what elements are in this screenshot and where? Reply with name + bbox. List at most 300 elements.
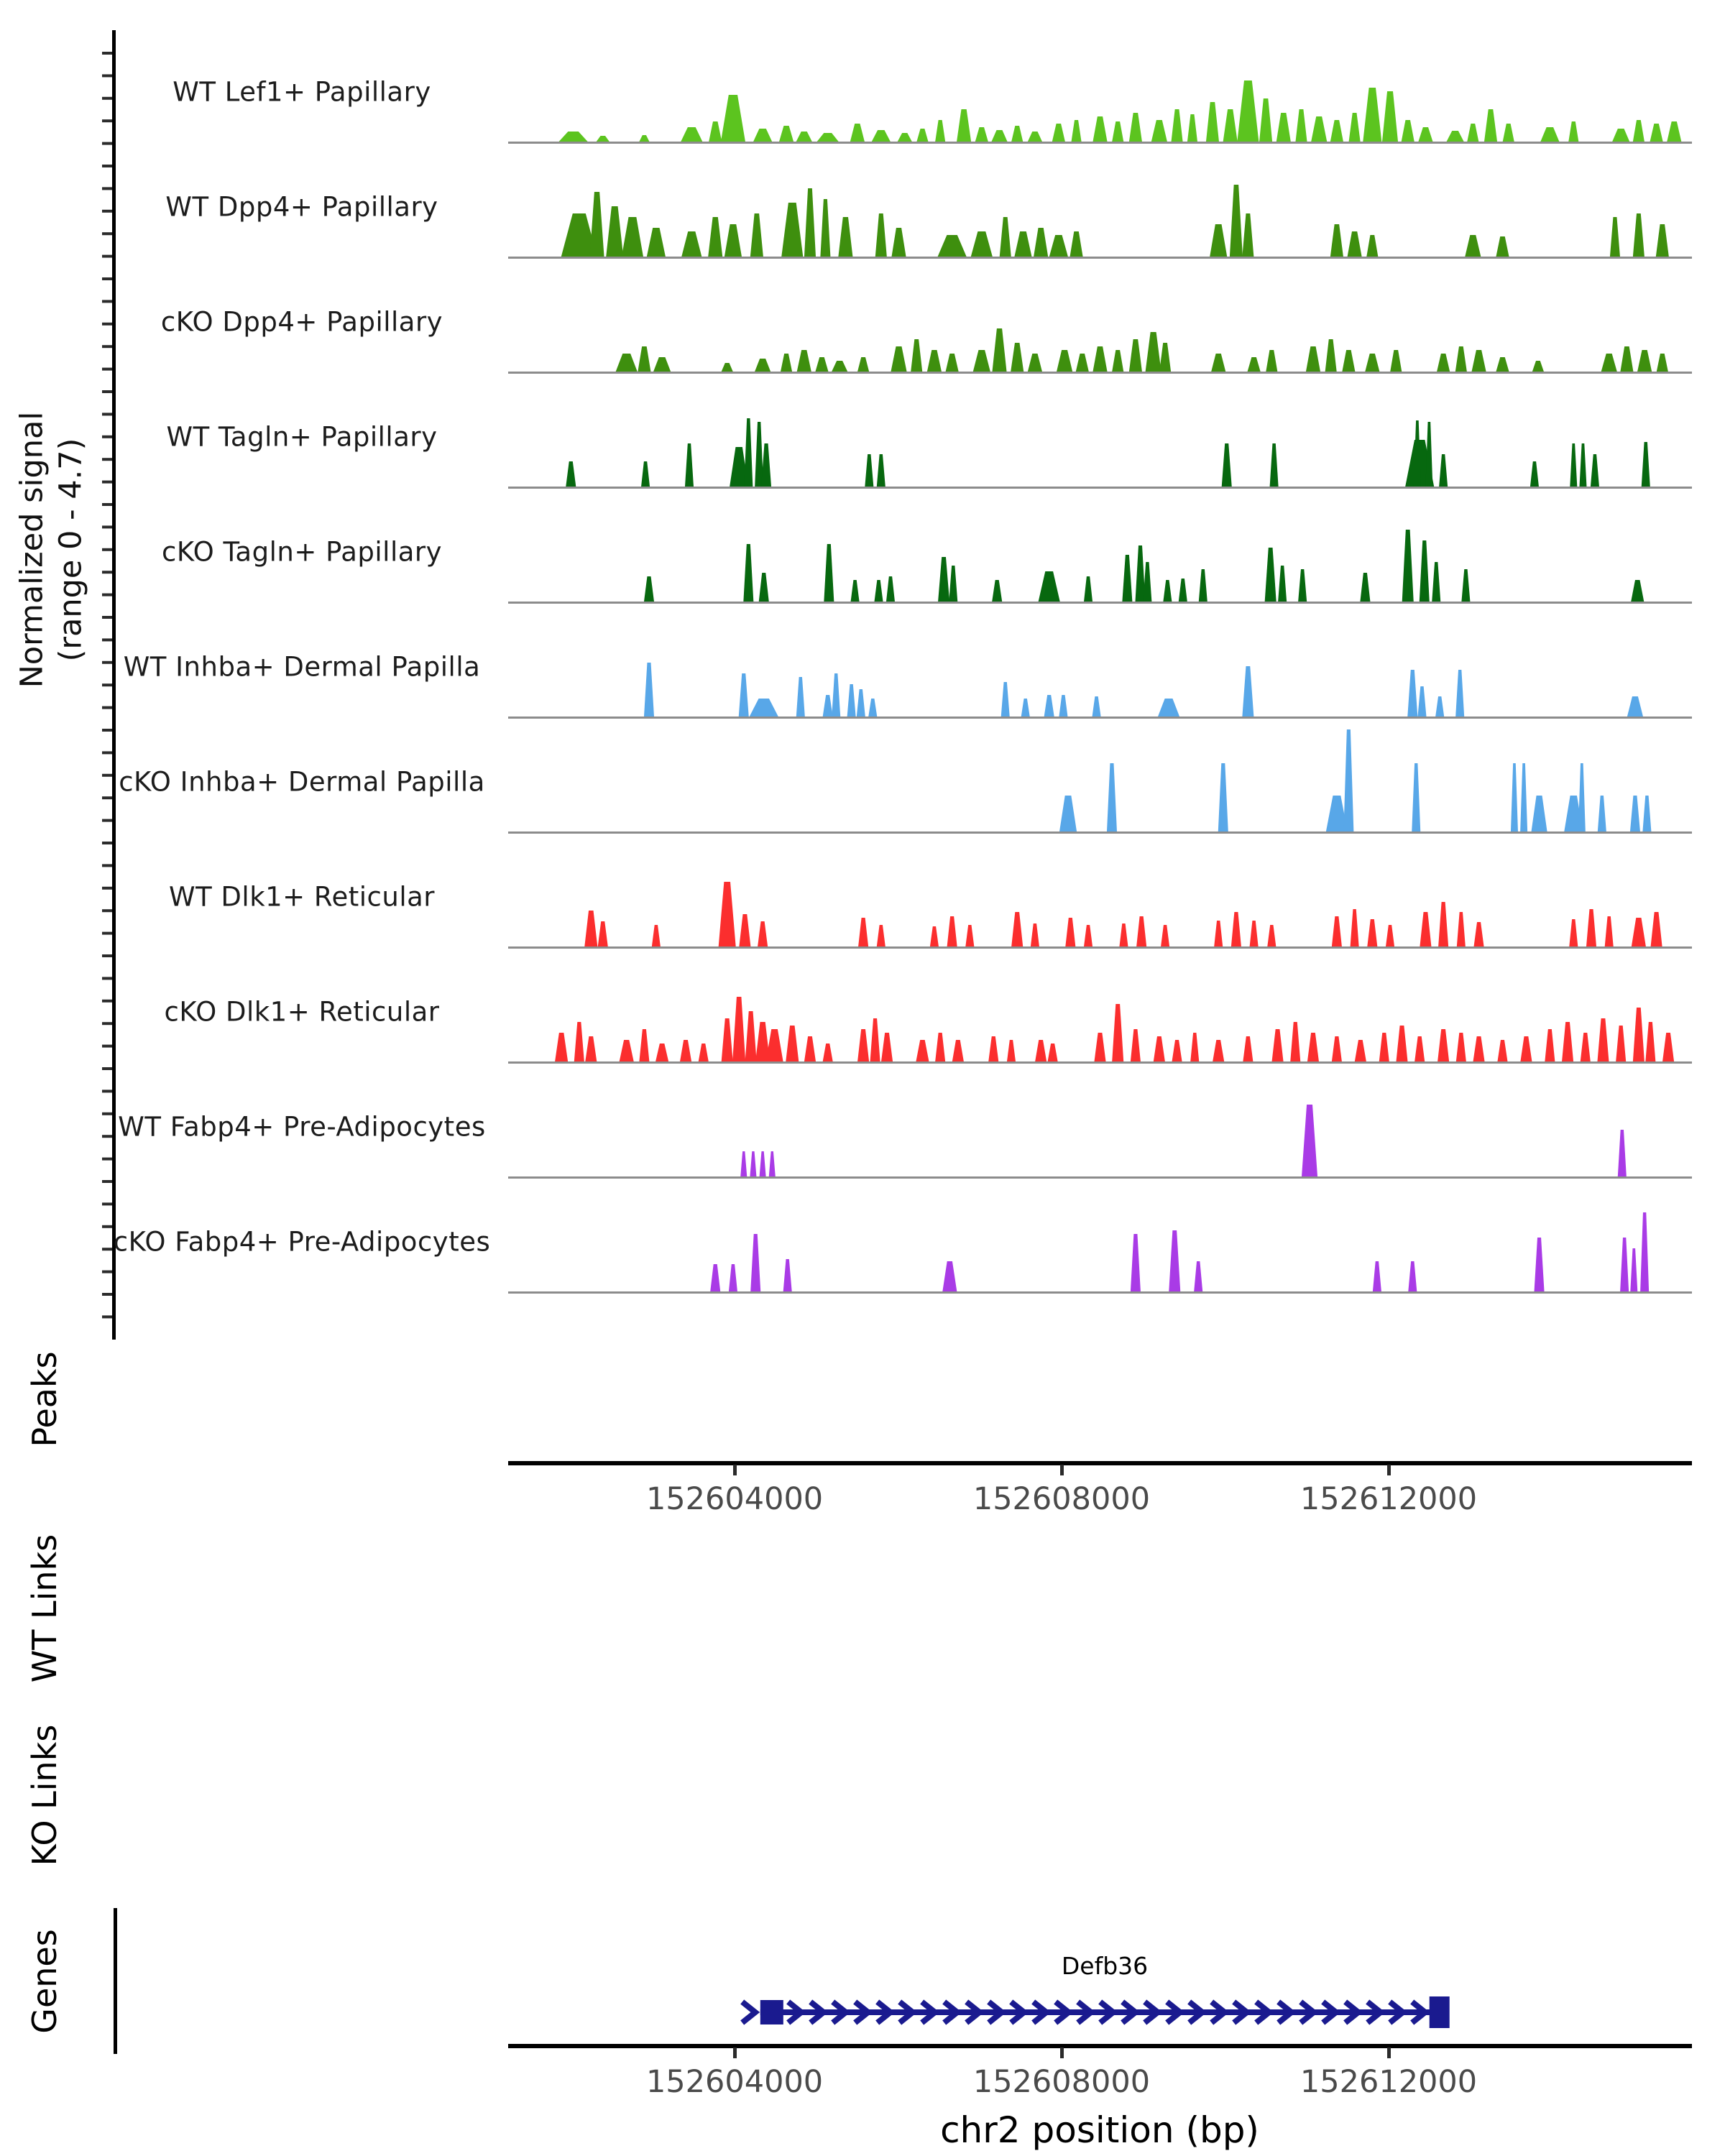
coverage-peak xyxy=(1276,113,1291,142)
coverage-peak xyxy=(858,918,868,946)
coverage-peak xyxy=(1349,113,1361,142)
coverage-peak xyxy=(755,359,770,372)
coverage-peak xyxy=(1386,925,1394,946)
coverage-peak xyxy=(1457,912,1466,946)
coverage-peak xyxy=(1011,343,1024,372)
coverage-peak xyxy=(1640,1212,1649,1291)
track-signal xyxy=(508,955,1692,1064)
track-label: cKO Inhba+ Dermal Papilla xyxy=(119,766,485,798)
coverage-peak xyxy=(1598,796,1606,831)
coverage-peak xyxy=(1129,339,1142,372)
strand-arrow-icon xyxy=(745,2004,755,2021)
track-baseline xyxy=(508,142,1692,144)
coverage-peak xyxy=(1048,1044,1058,1061)
coverage-peak xyxy=(1417,686,1426,717)
coverage-peak xyxy=(779,126,794,142)
coverage-peak xyxy=(927,350,942,372)
coverage-peak xyxy=(1511,763,1518,831)
coverage-peak xyxy=(681,231,702,257)
coverage-peak xyxy=(1243,1036,1253,1061)
coverage-peak xyxy=(644,663,654,717)
genes-section-label: Genes xyxy=(25,1929,64,2034)
coverage-peak xyxy=(973,350,990,372)
track-label: cKO Dpp4+ Papillary xyxy=(160,306,443,338)
coverage-peak xyxy=(750,699,778,717)
coverage-peak xyxy=(1420,540,1430,602)
coverage-peak xyxy=(1059,695,1067,717)
coverage-peak xyxy=(851,580,860,602)
coverage-peak xyxy=(750,213,763,257)
coverage-peak xyxy=(1633,120,1644,142)
coverage-peak xyxy=(1532,361,1544,372)
coverage-peak xyxy=(719,882,736,946)
coverage-peak xyxy=(1266,350,1277,372)
coverage-peak xyxy=(1211,354,1225,372)
coverage-peak xyxy=(721,95,745,142)
y-axis-label-line1: Normalized signal xyxy=(14,411,50,688)
coverage-peak xyxy=(1351,909,1359,946)
coverage-peak xyxy=(1597,1018,1609,1061)
coverage-peak xyxy=(1214,921,1223,946)
coverage-peak xyxy=(935,120,945,142)
coverage-peak xyxy=(1112,1004,1123,1061)
coverage-peak xyxy=(847,684,856,717)
coverage-peak xyxy=(681,127,702,142)
coverage-peak xyxy=(1206,102,1219,142)
coverage-peak xyxy=(865,454,873,487)
coverage-peak xyxy=(1302,1105,1317,1176)
coverage-peak xyxy=(1420,912,1431,946)
coverage-peak xyxy=(1332,916,1342,946)
coverage-peak xyxy=(1146,332,1162,372)
coverage-peak xyxy=(1070,231,1083,257)
coverage-peak xyxy=(988,1036,998,1061)
x-axis-title: chr2 position (bp) xyxy=(940,2109,1259,2151)
coverage-peak xyxy=(1497,1040,1507,1061)
coverage-peak xyxy=(1435,696,1444,717)
coverage-peak xyxy=(1179,579,1187,602)
coverage-peak xyxy=(1084,576,1092,602)
coverage-peak xyxy=(1007,1040,1016,1061)
coverage-peak xyxy=(1095,1033,1106,1061)
axis-tick-label: 152608000 xyxy=(972,2064,1151,2100)
coverage-peak xyxy=(946,354,959,372)
track-label: WT Inhba+ Dermal Papilla xyxy=(123,651,481,683)
coverage-peak xyxy=(641,461,650,487)
coverage-peak xyxy=(1438,1029,1449,1061)
axis-tick-mark xyxy=(733,1465,737,1475)
coverage-peak xyxy=(1465,235,1481,257)
coverage-peak xyxy=(1131,1234,1141,1291)
coverage-peak xyxy=(1568,121,1578,142)
coverage-peak xyxy=(1298,569,1307,602)
coverage-peak xyxy=(916,1040,929,1061)
coverage-peak xyxy=(1520,763,1527,831)
coverage-peak xyxy=(1163,580,1172,602)
coverage-peak xyxy=(710,1264,720,1291)
coverage-peak xyxy=(685,443,694,487)
coverage-peak xyxy=(1158,699,1179,717)
coverage-peak xyxy=(709,121,722,142)
gene-exon-right xyxy=(1430,1996,1450,2028)
coverage-peak xyxy=(566,461,576,487)
coverage-peak xyxy=(1650,124,1663,142)
coverage-peak xyxy=(680,1040,691,1061)
coverage-peak xyxy=(1223,109,1238,142)
track-signal xyxy=(508,380,1692,489)
coverage-peak xyxy=(1355,1040,1366,1061)
coverage-peak xyxy=(1438,902,1448,946)
coverage-peak xyxy=(857,1029,869,1061)
coverage-peak xyxy=(1612,129,1629,142)
coverage-peak xyxy=(1591,454,1599,487)
track-baseline xyxy=(508,372,1692,374)
coverage-peak xyxy=(1065,918,1075,946)
coverage-peak xyxy=(781,203,803,257)
coverage-peak xyxy=(1363,88,1381,142)
coverage-peak xyxy=(1667,121,1681,142)
coverage-peak xyxy=(1474,922,1484,946)
axis-tick-label: 152608000 xyxy=(972,1481,1151,1517)
coverage-peak xyxy=(1570,443,1577,487)
coverage-peak xyxy=(1616,1026,1626,1061)
coverage-peak xyxy=(1365,354,1379,372)
coverage-peak xyxy=(1484,109,1497,142)
coverage-peak xyxy=(1581,1033,1591,1061)
coverage-peak xyxy=(992,130,1008,142)
coverage-peak xyxy=(971,231,993,257)
coverage-peak xyxy=(947,916,957,946)
wt-links-section-label: WT Links xyxy=(25,1534,64,1683)
coverage-peak xyxy=(1057,350,1072,372)
coverage-peak xyxy=(597,136,610,142)
coverage-peak xyxy=(1578,763,1586,831)
coverage-peak xyxy=(766,1029,783,1061)
track-signal xyxy=(508,610,1692,719)
track-signal xyxy=(508,725,1692,834)
axis-tick-label: 152604000 xyxy=(645,1481,824,1517)
coverage-peak xyxy=(1455,670,1464,717)
coverage-peak xyxy=(797,350,811,372)
coverage-peak xyxy=(1367,919,1377,946)
coverage-peak xyxy=(1633,213,1644,257)
coverage-peak xyxy=(857,689,865,717)
coverage-peak xyxy=(1290,1022,1300,1061)
coverage-peak xyxy=(1222,443,1232,487)
coverage-peak xyxy=(1620,1238,1629,1291)
coverage-peak xyxy=(1107,763,1117,831)
coverage-peak xyxy=(891,346,907,372)
coverage-peak xyxy=(584,911,597,946)
axis-tick-label: 152612000 xyxy=(1300,1481,1478,1517)
coverage-peak xyxy=(892,228,906,257)
coverage-peak xyxy=(1657,354,1668,372)
track-label: cKO Tagln+ Papillary xyxy=(161,536,443,568)
coverage-peak xyxy=(1035,1040,1046,1061)
coverage-peak xyxy=(1407,670,1417,717)
coverage-peak xyxy=(656,1044,668,1061)
coverage-peak xyxy=(870,1018,880,1061)
coverage-peak xyxy=(1455,346,1467,372)
coverage-peak xyxy=(1402,120,1414,142)
coverage-peak xyxy=(1270,443,1279,487)
coverage-peak xyxy=(881,1033,893,1061)
coverage-peak xyxy=(753,129,772,142)
gene-name-label: Defb36 xyxy=(1061,1952,1149,1980)
coverage-peak xyxy=(1325,339,1337,372)
coverage-peak xyxy=(1605,916,1614,946)
coverage-peak xyxy=(898,133,912,142)
coverage-peak xyxy=(1472,350,1486,372)
coverage-peak xyxy=(653,357,671,372)
coverage-peak xyxy=(796,132,812,142)
coverage-peak xyxy=(823,695,833,717)
coverage-peak xyxy=(638,346,650,372)
track-signal xyxy=(508,1070,1692,1179)
genes-section-bracket xyxy=(114,1908,117,2054)
axis-tick-mark xyxy=(1387,1465,1391,1475)
coverage-peak xyxy=(1503,124,1514,142)
coverage-peak xyxy=(759,573,769,602)
coverage-peak xyxy=(1092,696,1101,717)
coverage-peak xyxy=(1642,796,1651,831)
coverage-peak xyxy=(1348,231,1362,257)
coverage-peak xyxy=(760,1151,766,1176)
track-baseline xyxy=(508,1061,1692,1064)
coverage-peak xyxy=(1562,1022,1573,1061)
coverage-peak xyxy=(1630,796,1640,831)
coverage-peak xyxy=(1049,235,1068,257)
track-baseline xyxy=(508,487,1692,489)
coverage-peak xyxy=(1028,354,1042,372)
coverage-peak xyxy=(606,206,623,257)
coverage-peak xyxy=(739,914,750,946)
coverage-peak xyxy=(724,224,742,257)
coverage-peak xyxy=(1295,109,1307,142)
coverage-peak xyxy=(622,217,643,257)
coverage-peak xyxy=(832,673,840,717)
coverage-peak xyxy=(1093,116,1108,142)
coverage-peak xyxy=(823,1044,833,1061)
coverage-peak xyxy=(1230,185,1243,257)
coverage-peak xyxy=(1267,925,1276,946)
coverage-peak xyxy=(1651,912,1662,946)
coverage-peak xyxy=(1014,231,1031,257)
track-label: WT Dlk1+ Reticular xyxy=(168,881,435,913)
coverage-peak xyxy=(942,1261,957,1291)
coverage-peak xyxy=(758,921,768,946)
coverage-peak xyxy=(1199,569,1208,602)
track-signal xyxy=(508,265,1692,374)
coverage-peak xyxy=(1633,1008,1644,1061)
coverage-peak xyxy=(1151,120,1167,142)
axis-tick-mark xyxy=(733,2047,737,2058)
coverage-peak xyxy=(590,192,604,257)
gene-model-defb36 xyxy=(508,1991,1692,2035)
coverage-peak xyxy=(1396,1026,1407,1061)
coverage-peak xyxy=(868,699,877,717)
track-label: WT Lef1+ Papillary xyxy=(172,76,431,108)
coverage-peak xyxy=(1373,1261,1381,1291)
coverage-peak xyxy=(1265,548,1276,602)
coverage-peak xyxy=(598,921,608,946)
y-axis-label xyxy=(13,412,91,688)
coverage-peak xyxy=(1129,113,1142,142)
track-signal xyxy=(508,1185,1692,1294)
coverage-peak xyxy=(744,418,753,487)
coverage-peak xyxy=(1231,912,1241,946)
coverage-peak xyxy=(796,677,805,717)
coverage-peak xyxy=(1530,461,1539,487)
coverage-peak xyxy=(1187,114,1197,142)
coverage-peak xyxy=(857,357,869,372)
coverage-peak xyxy=(820,199,830,257)
coverage-peak xyxy=(1496,236,1509,257)
axis-tick-mark xyxy=(1060,1465,1064,1475)
coverage-peak xyxy=(1408,1261,1417,1291)
coverage-peak xyxy=(732,997,745,1061)
coverage-peak xyxy=(1342,350,1355,372)
coverage-peak xyxy=(1076,354,1089,372)
coverage-peak xyxy=(875,213,887,257)
track-label: cKO Dlk1+ Reticular xyxy=(164,996,440,1028)
axis-tick-mark xyxy=(1387,2047,1391,2058)
coverage-peak xyxy=(722,1018,733,1061)
coverage-peak xyxy=(1278,566,1287,602)
coverage-peak xyxy=(1194,1261,1202,1291)
coverage-peak xyxy=(559,132,588,142)
coverage-peak xyxy=(1011,912,1023,946)
coverage-peak xyxy=(555,1033,568,1061)
track-label: WT Tagln+ Papillary xyxy=(166,421,438,453)
coverage-peak xyxy=(761,443,771,487)
coverage-peak xyxy=(1093,346,1108,372)
coverage-peak xyxy=(804,1036,816,1061)
coverage-peak xyxy=(1402,530,1414,602)
coverage-peak xyxy=(1159,343,1171,372)
coverage-peak xyxy=(585,1036,597,1061)
track-baseline xyxy=(508,1291,1692,1294)
genome-x-axis-line xyxy=(508,2044,1692,2048)
coverage-peak xyxy=(1412,763,1420,831)
coverage-peak xyxy=(1031,923,1039,946)
coverage-peak xyxy=(639,1029,649,1061)
coverage-peak xyxy=(1631,580,1644,602)
coverage-peak xyxy=(1154,1036,1165,1061)
coverage-peak xyxy=(743,544,753,602)
coverage-peak xyxy=(1473,1036,1485,1061)
coverage-peak xyxy=(949,566,957,602)
coverage-peak xyxy=(1437,354,1450,372)
gene-exon-left xyxy=(760,2000,783,2024)
coverage-peak xyxy=(1662,1033,1674,1061)
coverage-peak xyxy=(1545,1029,1555,1061)
coverage-peak xyxy=(916,129,928,142)
track-baseline xyxy=(508,257,1692,259)
coverage-peak xyxy=(1119,923,1128,946)
coverage-peak xyxy=(1218,763,1228,831)
axis-tick-label: 152612000 xyxy=(1300,2064,1478,2100)
coverage-peak xyxy=(1532,796,1547,831)
coverage-peak xyxy=(1237,80,1259,142)
coverage-peak xyxy=(745,1011,757,1061)
coverage-peak xyxy=(1343,729,1353,831)
coverage-peak xyxy=(975,127,988,142)
coverage-peak xyxy=(1330,224,1343,257)
track-label: WT Fabp4+ Pre-Adipocytes xyxy=(118,1111,486,1143)
coverage-peak xyxy=(1084,925,1092,946)
track-baseline xyxy=(508,1176,1692,1179)
coverage-peak xyxy=(1632,918,1646,946)
coverage-peak xyxy=(1136,916,1146,946)
coverage-peak xyxy=(850,124,865,142)
coverage-peak xyxy=(1001,682,1010,717)
ko-links-section-label: KO Links xyxy=(25,1724,64,1866)
track-signal xyxy=(508,840,1692,949)
coverage-peak xyxy=(1172,1040,1182,1061)
coverage-peak xyxy=(1366,235,1378,257)
coverage-peak xyxy=(872,130,891,142)
coverage-peak xyxy=(1601,354,1617,372)
coverage-peak xyxy=(1610,217,1620,257)
coverage-peak xyxy=(1332,1036,1342,1061)
coverage-peak xyxy=(1034,228,1048,257)
coverage-peak xyxy=(1382,91,1398,142)
coverage-peak xyxy=(616,354,638,372)
axis-tick-label: 152604000 xyxy=(645,2064,824,2100)
coverage-peak xyxy=(1360,573,1370,602)
coverage-peak xyxy=(644,576,654,602)
y-axis-label-line2: (range 0 - 4.7) xyxy=(52,438,88,662)
coverage-peak xyxy=(750,1234,760,1291)
coverage-peak xyxy=(1272,1029,1284,1061)
coverage-peak xyxy=(769,1151,776,1176)
coverage-peak xyxy=(832,361,847,372)
coverage-peak xyxy=(1586,909,1596,946)
coverage-peak xyxy=(652,925,661,946)
coverage-peak xyxy=(1579,443,1586,487)
track-baseline xyxy=(508,831,1692,834)
coverage-peak xyxy=(1627,696,1643,717)
coverage-peak xyxy=(620,1040,634,1061)
coverage-peak xyxy=(1242,213,1254,257)
coverage-peak xyxy=(886,576,895,602)
coverage-peak xyxy=(1390,350,1402,372)
coverage-peak xyxy=(1535,1238,1545,1291)
coverage-peak xyxy=(1131,1029,1141,1061)
coverage-peak xyxy=(1432,562,1440,602)
coverage-peak xyxy=(1259,98,1272,142)
coverage-peak xyxy=(1021,699,1030,717)
coverage-peak xyxy=(739,673,749,717)
coverage-peak xyxy=(750,1151,756,1176)
coverage-peak xyxy=(639,135,649,142)
coverage-peak xyxy=(824,544,834,602)
coverage-peak xyxy=(1520,1036,1532,1061)
coverage-peak xyxy=(1461,569,1470,602)
coverage-peak xyxy=(1645,1022,1655,1061)
coverage-peak xyxy=(699,1044,709,1061)
coverage-peak xyxy=(1307,1033,1319,1061)
coverage-peak xyxy=(786,1026,799,1061)
coverage-peak xyxy=(804,188,816,257)
coverage-peak xyxy=(1379,1033,1389,1061)
coverage-peak xyxy=(1418,127,1432,142)
coverage-peak xyxy=(935,1033,945,1061)
coverage-peak xyxy=(1122,555,1132,602)
coverage-peak xyxy=(930,926,939,946)
coverage-peak xyxy=(1618,1130,1627,1176)
